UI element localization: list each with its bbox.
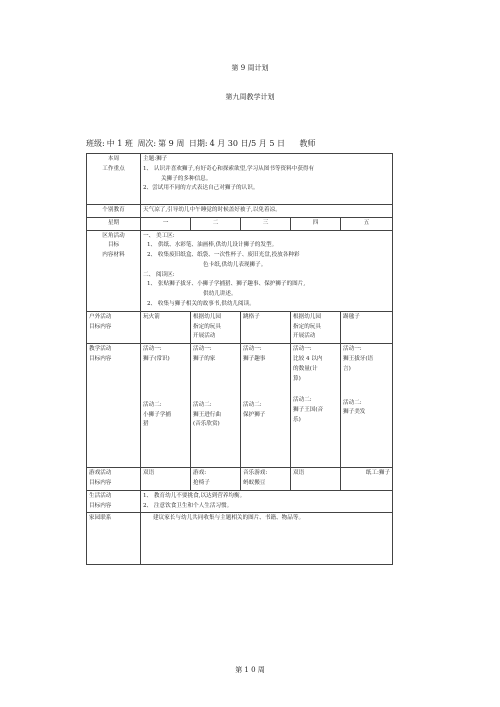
teaching-fri: 活动一: 狮王拔牙(语 言) 活动二: 狮子美发 [341,344,393,468]
teaching-row [87,344,393,468]
weekday-thu: 四 [291,217,341,230]
life-row [87,490,393,513]
game-label: 游戏活动 目标内容 [87,468,141,491]
week-label: 周次: [137,139,157,148]
game-fri: 纸工:狮子 [341,468,393,491]
outdoor-thu: 根据幼儿园 指定的玩具 开展活动 [291,311,341,343]
week-title: 第 9 周计划 [231,64,269,72]
outdoor-fri: 踢毽子 [341,311,393,343]
corner-row [87,230,393,311]
focus-row [87,154,393,205]
theme-text: 主题:狮子 [143,156,168,162]
game-wed: 音乐游戏: 蚂蚁搬豆 [241,468,291,491]
teaching-tue: 活动一: 狮子的家 活动二: 狮王进行曲 (音乐欣赏) [191,344,241,468]
weekday-wed: 三 [241,217,291,230]
outdoor-row [87,311,393,343]
weekday-tue: 二 [191,217,241,230]
weekday-mon: 一 [141,217,191,230]
plan-title: 第九周教学计划 [225,93,275,101]
teaching-wed: 活动一: 狮子趣事 活动二: 保护狮子 [241,344,291,468]
game-tue: 游戏: 抢椅子 [191,468,241,491]
individual-row [87,205,393,218]
home-text: 建议家长与幼儿共同收集与主题相关的图片、书籍、物品等。 [141,513,393,565]
individual-text: 天气凉了,引导幼儿中午睡觉的时候盖好被子,以免着凉。 [141,205,393,218]
weekday-fri: 五 [341,217,393,230]
life-content: 1、 教育幼儿不要挑食,以达到营养均衡。 2、 注意饮食卫生和个人生活习惯。 [141,490,393,513]
teaching-thu: 活动一: 比较 4 以内 的数量(计 算) 活动二: 狮子王国(音 乐) [291,344,341,468]
class-value: 中 1 班 [106,139,133,148]
goal-1-cont: 关狮子的多种信息。 [161,175,212,182]
goal-1: 1、 认识并喜欢狮子,有好奇心和探索欲望,学习从图书等资料中获得有 [143,165,315,172]
outdoor-wed: 跳格子 [241,311,291,343]
date-label: 日期: [188,139,208,148]
corner-label: 区角活动 目标 内容材料 [87,230,141,311]
home-label: 家园联系 [87,513,141,565]
game-mon: 双语 [141,468,191,491]
weekday-label: 星期 [87,217,141,230]
focus-content [141,154,393,205]
weekday-row [87,217,393,230]
page-footer: 第 1 0 周 [235,666,265,674]
date-value: 4 月 30 日/5 月 5 日 [209,139,285,148]
goal-2: 2、尝试用不同的方式表达自己对狮子的认识。 [143,185,259,192]
teaching-mon: 活动一: 狮子(常识) 活动二: 小狮子学捕 猎 [141,344,191,468]
life-label: 生活活动 目标内容 [87,490,141,513]
class-label: 班级: [86,139,105,148]
outdoor-tue: 根据幼儿园 指定的玩具 开展活动 [191,311,241,343]
week-value: 第 9 周 [158,139,185,148]
class-info-line [86,138,318,149]
focus-label: 本周 工作重点 [87,154,141,205]
individual-label: 个别教育 [87,205,141,218]
outdoor-mon: 玩火箭 [141,311,191,343]
teaching-label: 教学活动 目标内容 [87,344,141,468]
corner-content: 一、 美工区: 1、 供纸、水彩笔、油画棒,供幼儿设计狮子的发型。 2、 收集废旧纸盒、纸袋、一次性杯子、废旧光盘,投放各种彩 色卡纸,供幼儿表现狮子。 二、 阅读区: 1、 张贴狮子拔牙、小狮子学捕猎、狮子趣事、保护狮子的图片, 供幼儿讲述。 2、 收集与狮子相关的故事书,供幼儿阅读。 [141,230,393,311]
weekly-plan-table [86,153,393,565]
home-row [87,513,393,565]
game-thu: 双语 [291,468,341,491]
outdoor-label: 户外活动 目标内容 [87,311,141,343]
teacher-label: 教师 [299,139,316,148]
game-row [87,468,393,491]
